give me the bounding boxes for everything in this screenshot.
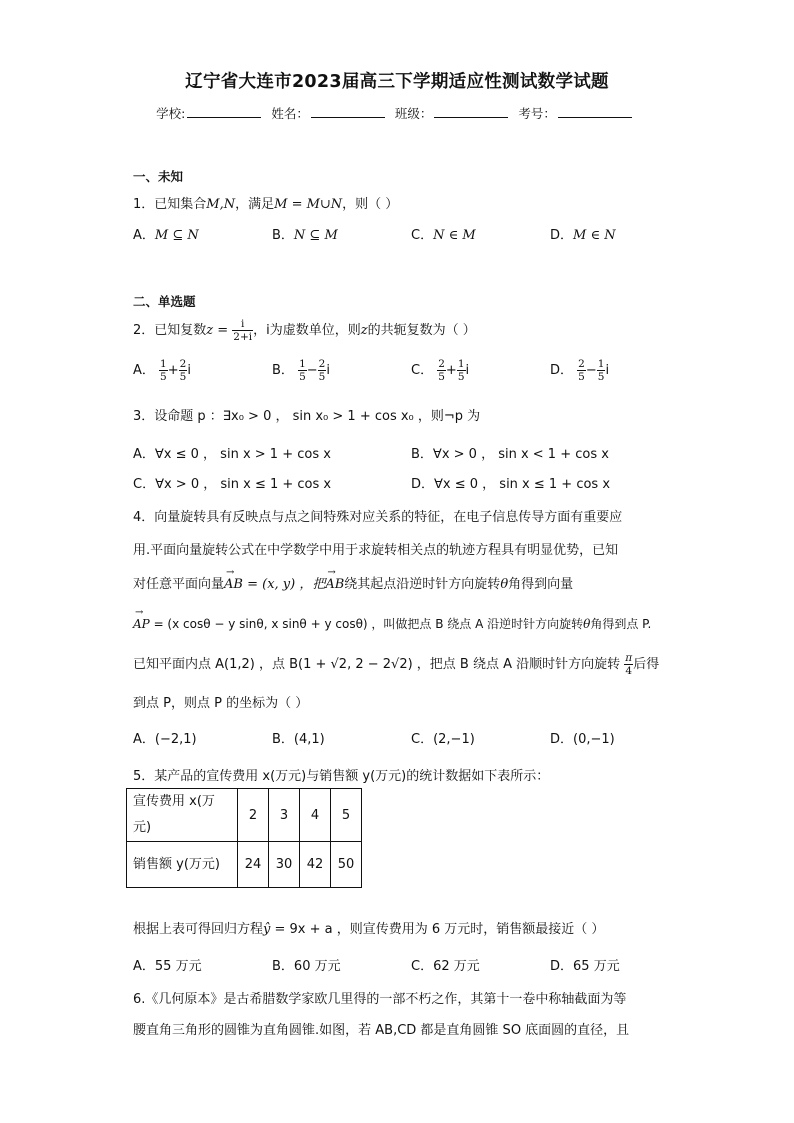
q5-after-table [133,918,604,937]
q4-text: 绕其起点沿逆时针方向旋转 [344,577,501,592]
q3-option-d[interactable] [411,473,610,492]
question-5-stem: 5．某产品的宣传费用 x(万元)与销售额 y(万元)的统计数据如下表所示： [133,769,550,784]
fraction-denominator: 5 [597,371,605,383]
operator: − [585,363,597,378]
section-heading-single-choice: 二、单选题 [133,294,196,309]
table-cell: 3 [269,789,300,842]
table-cell: 42 [300,842,331,888]
fraction-denominator: 2+i [233,331,253,343]
option-label: A． [133,732,155,747]
q1-option-a[interactable] [133,224,199,243]
q3-option-c[interactable] [133,473,331,492]
q4-line-6: 到点 P，则点 P 的坐标为（ ） [133,696,309,711]
fraction-numerator: 2 [179,358,187,370]
option-label: B． [411,447,433,462]
fraction-denominator: 5 [438,371,445,383]
fraction-denominator: 5 [299,371,306,383]
q2-option-d[interactable] [550,358,609,383]
option-text: N ⊆ M [293,228,338,243]
fraction-numerator: 1 [160,358,167,370]
operator: − [306,363,318,378]
class-label: 班级： [394,106,433,121]
option-text: 62 万元 [433,959,480,974]
option-label: C． [411,228,434,243]
option-label: A． [133,959,155,974]
fraction-denominator: 5 [179,371,187,383]
fraction-numerator: 1 [597,358,605,370]
fraction-numerator: 2 [318,358,326,370]
q4-option-d[interactable] [550,728,615,747]
q4-option-c[interactable] [411,728,475,747]
option-text: (0,−1) [573,732,615,747]
fraction-numerator: π [625,652,633,664]
q4-text: 已知平面内点 A(1,2) ，点 B(1 + √2, 2 − 2√2) ，把点 B 绕点 A 沿顺时针方向旋转 [133,657,621,672]
option-label: D． [550,732,574,747]
student-info-row [0,104,794,122]
table-cell: 30 [269,842,300,888]
option-label: B． [272,363,294,378]
fraction-numerator: 1 [299,358,306,370]
q4-line-4 [133,615,651,632]
q5-text: 9x + a ，则宣传费用为 6 万元时，销售额最接近（ ） [285,922,605,937]
fraction [298,358,307,383]
option-text: (4,1) [293,732,325,747]
table-row [127,789,362,842]
name-label: 姓名： [271,106,309,121]
exam-title: 辽宁省大连市2023届高三下学期适应性测试数学试题 [185,72,609,92]
q5-option-d[interactable] [550,955,620,974]
fraction-denominator: 4 [625,665,633,677]
q4-line-3 [133,573,573,592]
q3-option-b[interactable] [411,443,609,462]
q4-text: 对任意平面向量 [133,577,225,592]
option-text: (−2,1) [154,732,197,747]
q4-formula: = (x, y) ，把 [242,577,326,592]
q4-text: 角得到点 P. [590,617,652,631]
vector-ab: → AB [325,577,344,592]
imaginary-unit: i [187,363,191,378]
imaginary-unit: i [465,363,470,378]
q2-z: z [360,323,368,338]
theta-symbol: θ [500,577,509,592]
option-label: D． [550,363,574,378]
option-label: A． [133,228,155,243]
question-2-stem [133,318,476,343]
option-label: C． [411,363,434,378]
fraction-numerator: 1 [457,358,465,370]
fraction [159,358,168,383]
option-text: N ∈ M [433,228,476,243]
q5-text: 根据上表可得回归方程 [133,922,264,937]
fraction-numerator: 2 [438,358,445,370]
table-row [127,842,362,888]
question-3-stem: 3．设命题 p ：∃x₀ > 0 ， sin x₀ > 1 + cos x₀ ，则¬p 为 [133,409,481,424]
q1-stem-e: ，则（ ） [342,197,399,212]
pi-over-4-fraction [624,652,633,677]
vector-ab: → AB [224,577,243,592]
q1-option-d[interactable] [550,224,616,243]
imaginary-unit: i [605,363,610,378]
school-label: 学校: [156,106,186,121]
question-1-stem [133,193,398,212]
fraction [577,358,586,383]
table-cell: 24 [238,842,269,888]
q4-text: 后得 [633,657,660,672]
fraction [457,358,466,383]
table-header-cell: 销售额 y(万元) [127,842,238,888]
option-text: ∀x > 0 ， sin x ≤ 1 + cos x [155,477,332,492]
q1-sets: M,N [206,197,236,212]
vector-ap: → AP [133,617,150,631]
option-text: 60 万元 [293,959,341,974]
q4-text: 角得到向量 [508,577,574,592]
id-label: 考号： [518,106,556,121]
option-text: 65 万元 [573,959,620,974]
q3-option-a[interactable] [133,443,331,462]
q2-option-b[interactable] [272,358,330,383]
q5-option-b[interactable] [272,955,341,974]
option-label: B． [272,732,294,747]
q2-stem-a: 2．已知复数 [133,323,207,338]
option-label: C． [411,959,434,974]
q2-z-eq: z = [206,323,229,338]
header-text: 宣传费用 x(万 [133,794,215,809]
fraction-numerator: i [232,318,253,331]
fraction-denominator: 5 [457,371,465,383]
operator: + [445,363,457,378]
header-text: 元) [133,820,152,835]
q2-stem-b: ，i为虚数单位，则 [253,323,361,338]
option-label: B． [272,959,294,974]
q4-line-2: 用.平面向量旋转公式在中学数学中用于求旋转相关点的轨迹方程具有明显优势，已知 [133,543,619,558]
table-cell: 2 [238,789,269,842]
name-blank[interactable] [311,105,385,118]
option-text: M ∈ N [573,228,616,243]
option-label: C． [411,732,434,747]
section-heading-unknown: 一、未知 [133,169,184,184]
option-text: M ⊆ N [154,228,199,243]
option-text: 55 万元 [154,959,202,974]
q1-option-b[interactable] [272,224,338,243]
option-label: D． [411,477,435,492]
q1-stem-a: 1．已知集合 [133,197,207,212]
option-label: A． [133,363,155,378]
q5-option-c[interactable] [411,955,480,974]
fraction [437,358,446,383]
option-label: A． [133,447,155,462]
q6-line-2: 腰直角三角形的圆锥为直角圆锥.如图，若 AB,CD 都是直角圆锥 SO 底面圆的直径，且 [133,1023,630,1038]
fraction-denominator: 5 [160,371,167,383]
q4-formula: = (x cosθ − y sinθ, x sinθ + y cosθ) ，叫做把点 B 绕点 A 沿逆时针方向旋转 [149,617,584,631]
q4-line-5 [133,652,659,677]
q4-line-1: 4．向量旋转具有反映点与点之间特殊对应关系的特征，在电子信息传导方面有重要应 [133,510,623,525]
q1-stem-c: ，满足 [235,197,275,212]
q1-option-c[interactable] [411,224,476,243]
option-label: B． [272,228,294,243]
imaginary-unit: i [326,363,330,378]
regression-yhat: ŷ = [263,922,286,937]
class-blank[interactable] [434,105,508,118]
table-cell: 4 [300,789,331,842]
option-label: C． [133,477,156,492]
fraction-denominator: 5 [318,371,326,383]
school-blank[interactable] [187,105,261,118]
q2-fraction [232,318,253,343]
q5-option-a[interactable] [133,955,202,974]
q4-option-b[interactable] [272,728,325,747]
q2-stem-c: 的共轭复数为（ ） [367,323,476,338]
q2-option-c[interactable] [411,358,469,383]
table-cell: 5 [331,789,362,842]
q4-option-a[interactable] [133,728,197,747]
q6-line-1: 6.《几何原本》是古希腊数学家欧几里得的一部不朽之作，其第十一卷中称轴截面为等 [133,992,627,1007]
q5-data-table [126,788,362,888]
fraction-denominator: 5 [578,371,585,383]
option-label: D． [550,228,574,243]
option-text: ∀x > 0 ， sin x < 1 + cos x [432,447,609,462]
table-header-cell [127,789,238,842]
q2-option-a[interactable] [133,358,191,383]
table-cell: 50 [331,842,362,888]
option-text: ∀x ≤ 0 ， sin x ≤ 1 + cos x [434,477,611,492]
option-label: D． [550,959,574,974]
option-text: (2,−1) [433,732,475,747]
theta-symbol: θ [583,617,591,631]
option-text: ∀x ≤ 0 ， sin x > 1 + cos x [154,447,331,462]
fraction-numerator: 2 [578,358,585,370]
id-blank[interactable] [558,105,632,118]
operator: + [167,363,179,378]
q1-condition: M = M∪N [274,197,343,212]
